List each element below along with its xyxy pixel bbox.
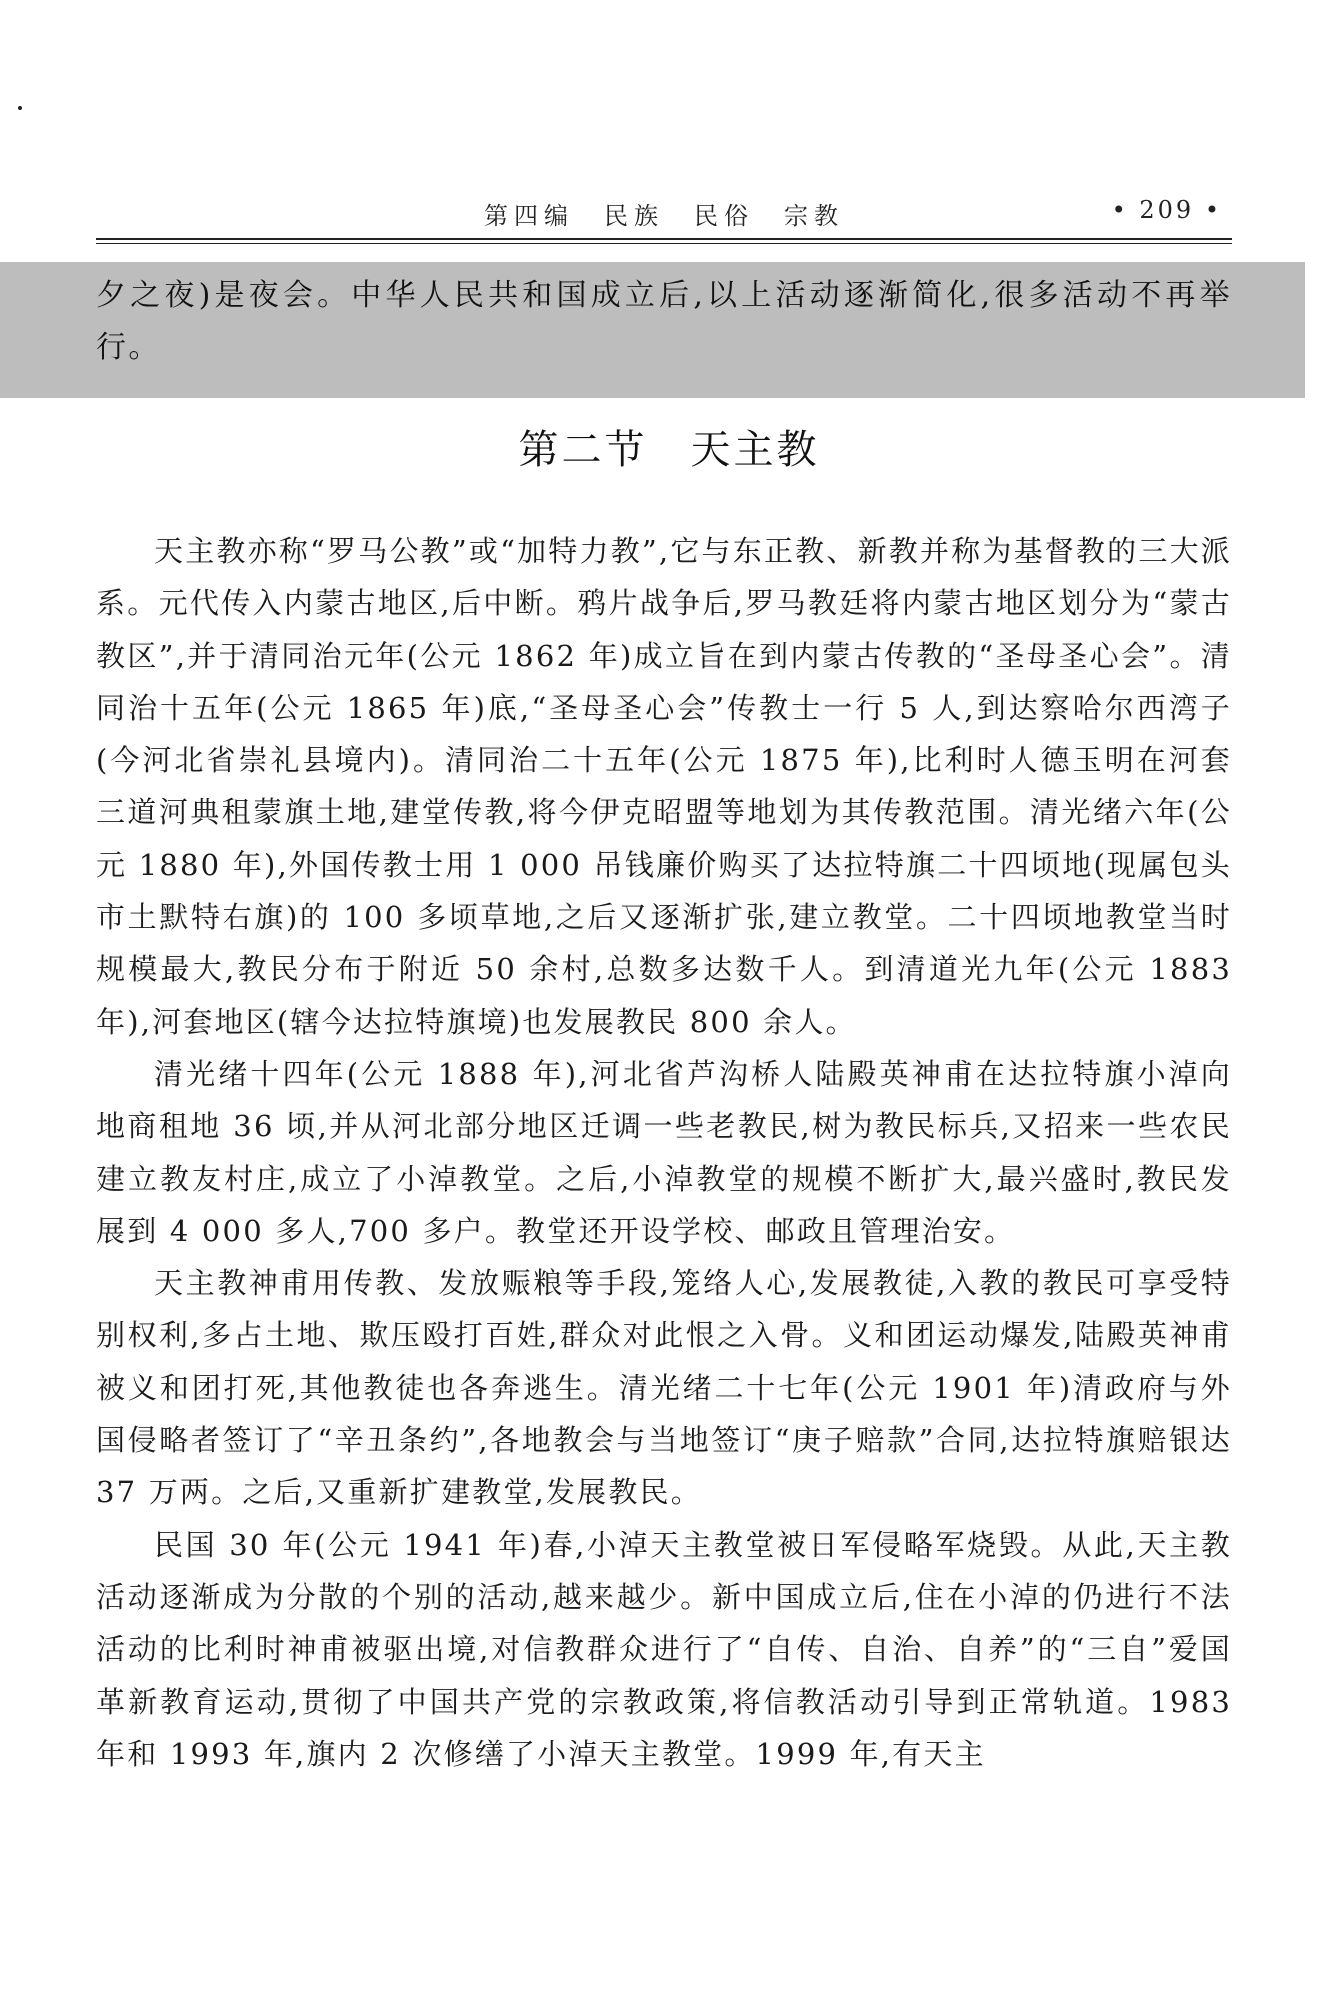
paragraph: 天主教亦称“罗马公教”或“加特力教”,它与东正教、新教并称为基督教的三大派系。元代传入内蒙古地区,后中断。鸦片战争后,罗马教廷将内蒙古地区划分为“蒙古教区”,并于清同治元年(公元 1862 年)成立旨在到内蒙古传教的“圣母圣心会”。清同治十五年(公元 1865 年)底,“圣母圣心会”传教士一行 5 人,到达察哈尔西湾子(今河北省崇礼县境内)。清同治二十五年(公元 1875 年),比利时人德玉明在河套三道河典租蒙旗土地,建堂传教,将今伊克昭盟等地划为其传教范围。清光绪六年(公元 1880 年),外国传教士用 1 000 吊钱廉价购买了达拉特旗二十四顷地(现属包头市土默特右旗)的 100 多顷草地,之后又逐渐扩张,建立教堂。二十四顷地教堂当时规模最大,教民分布于附近 50 余村,总数多达数千人。到清道光九年(公元 1883 年),河套地区(辖今达拉特旗境)也发展教民 800 余人。 xyxy=(96,534,1232,1039)
paragraph: 清光绪十四年(公元 1888 年),河北省芦沟桥人陆殿英神甫在达拉特旗小淖向地商租地 36 顷,并从河北部分地区迁调一些老教民,树为教民标兵,又招来一些农民建立教友村庄,成立了小淖教堂。之后,小淖教堂的规模不断扩大,最兴盛时,教民发展到 4 000 多人,700 多户。教堂还开设学校、邮政且管理治安。 xyxy=(96,1056,1232,1248)
scan-speck xyxy=(18,106,22,110)
body-text xyxy=(96,525,1232,1780)
highlighted-paragraph: 夕之夜)是夜会。中华人民共和国成立后,以上活动逐渐简化,很多活动不再举行。 xyxy=(96,278,1232,365)
running-title: 第四编 民族 民俗 宗教 xyxy=(484,202,844,230)
running-header xyxy=(96,196,1232,232)
page-number: • 209 • xyxy=(1111,196,1222,224)
header-rule xyxy=(96,238,1232,244)
section-title: 第二节 天主教 xyxy=(518,427,820,473)
paragraph: 天主教神甫用传教、发放赈粮等手段,笼络人心,发展教徒,入教的教民可享受特别权利,多占土地、欺压殴打百姓,群众对此恨之入骨。义和团运动爆发,陆殿英神甫被义和团打死,其他教徒也各奔逃生。清光绪二十七年(公元 1901 年)清政府与外国侵略者签订了“辛丑条约”,各地教会与当地签订“庚子赔款”合同,达拉特旗赔银达 37 万两。之后,又重新扩建教堂,发展教民。 xyxy=(96,1266,1232,1510)
paragraph: 民国 30 年(公元 1941 年)春,小淖天主教堂被日军侵略军烧毁。从此,天主教活动逐渐成为分散的个别的活动,越来越少。新中国成立后,住在小淖的仍进行不法活动的比利时神甫被驱出境,对信教群众进行了“自传、自治、自养”的“三自”爱国革新教育运动,贯彻了中国共产党的宗教政策,将信教活动引导到正常轨道。1983 年和 1993 年,旗内 2 次修缮了小淖天主教堂。1999 年,有天主 xyxy=(96,1527,1232,1771)
